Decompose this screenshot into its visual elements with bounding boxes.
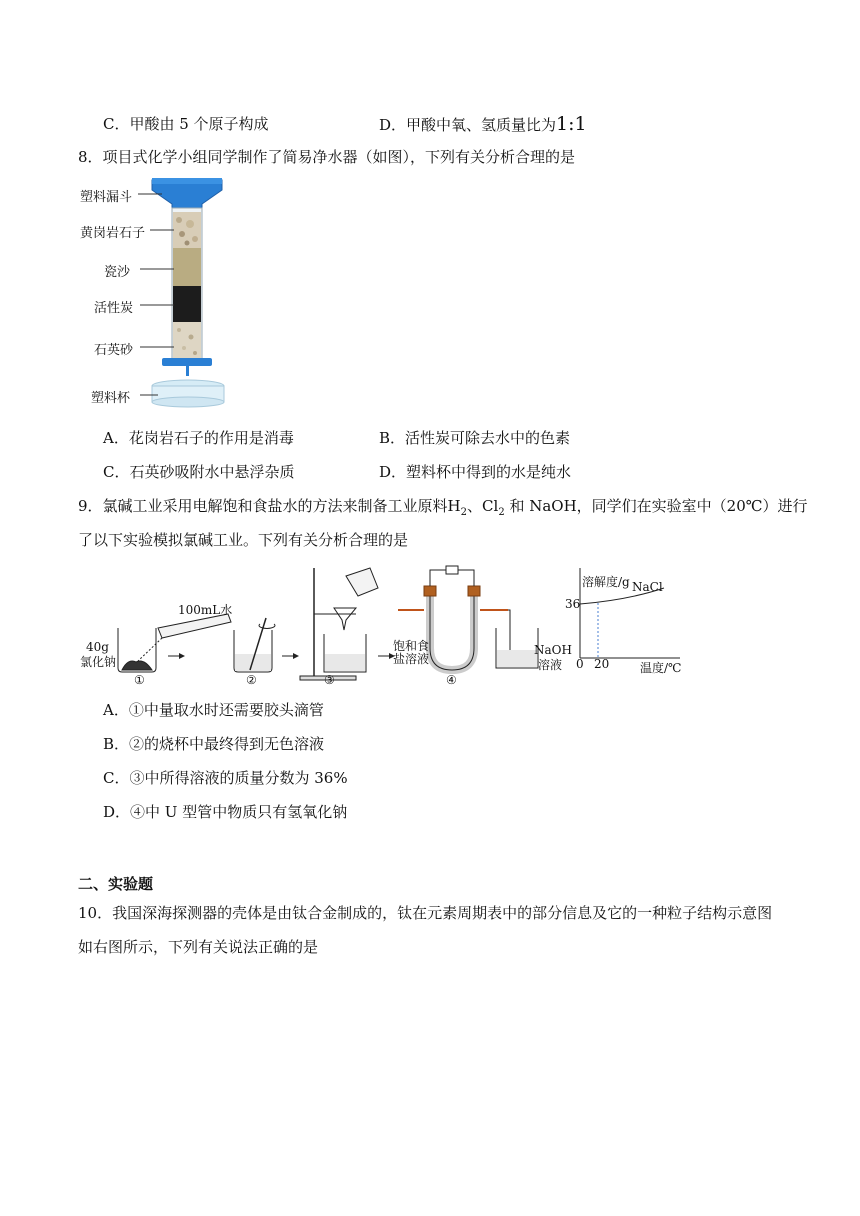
q9-stem-line2: 了以下实验模拟氯碱工业。下列有关分析合理的是 bbox=[78, 531, 409, 549]
q10-line2: 如右图所示，下列有关说法正确的是 bbox=[78, 938, 319, 956]
step-2-marker: ② bbox=[246, 673, 257, 687]
section-heading-experiment: 二、实验题 bbox=[78, 875, 154, 893]
q8-option-b: B．活性炭可除去水中的色素 bbox=[379, 429, 571, 447]
graph-x-label: 温度/℃ bbox=[640, 661, 682, 675]
formula-h2: $H_2$ bbox=[447, 497, 468, 518]
q8-option-d: D．塑料杯中得到的水是纯水 bbox=[379, 463, 572, 481]
pouring-beaker bbox=[346, 568, 378, 596]
label-naoh: NaOH bbox=[534, 643, 572, 657]
q9-option-b: B．②的烧杯中最终得到无色溶液 bbox=[103, 735, 325, 753]
label-salt-mass: 40g bbox=[86, 640, 109, 654]
label-saturated-brine-1: 饱和食 bbox=[393, 639, 430, 653]
q8-option-c: C．石英砂吸附水中悬浮杂质 bbox=[103, 463, 295, 481]
q9-stem-pre: 9．氯碱工业采用电解饱和食盐水的方法来制备工业原料 bbox=[78, 497, 448, 515]
graph-y-label: 溶解度/g bbox=[582, 575, 630, 589]
label-water-volume: 100mL水 bbox=[178, 603, 233, 617]
label-activated-carbon: 活性炭 bbox=[94, 301, 134, 316]
graph-x-tick-20: 20 bbox=[594, 657, 610, 671]
q10-line1: 10．我国深海探测器的壳体是由钛合金制成的，钛在元素周期表中的部分信息及它的一种粒子结构示意图 bbox=[78, 904, 773, 922]
salt-pile bbox=[122, 661, 152, 670]
water-purifier-figure bbox=[78, 172, 258, 417]
q7-option-d-text: D．甲酸中氧、氢质量比为 bbox=[379, 116, 557, 134]
funnel-step3 bbox=[334, 608, 356, 630]
step-1-marker: ① bbox=[134, 673, 145, 687]
q9-option-a: A．①中量取水时还需要胶头滴管 bbox=[103, 701, 324, 719]
step-4-marker: ④ bbox=[446, 673, 457, 687]
u-tube bbox=[430, 592, 474, 670]
graph-y-tick: 36 bbox=[565, 597, 581, 611]
q8-option-a: A．花岗岩石子的作用是消毒 bbox=[103, 429, 294, 447]
q9-stem-line1: 9．氯碱工业采用电解饱和食盐水的方法来制备工业原料$H_2$、$Cl_2$ 和 NaOH，同学们在实验室中（20℃）进行 bbox=[78, 497, 808, 518]
funnel-rim bbox=[152, 178, 222, 184]
graph-series-label: NaCl bbox=[632, 580, 663, 594]
label-saturated-brine-2: 盐溶液 bbox=[393, 652, 430, 666]
purifier-base bbox=[162, 358, 212, 366]
step-3-marker: ③ bbox=[324, 673, 335, 687]
activated-carbon-layer bbox=[173, 286, 201, 322]
q7-option-c: C．甲酸由 5 个原子构成 bbox=[103, 115, 269, 133]
label-plastic-cup: 塑料杯 bbox=[91, 391, 131, 406]
graph-x-tick-0: 0 bbox=[576, 657, 584, 671]
label-quartz-sand: 石英砂 bbox=[94, 343, 134, 358]
porcelain-sand-layer bbox=[173, 248, 201, 286]
q9-option-d: D．④中 U 型管中物质只有氢氧化钠 bbox=[103, 803, 348, 821]
q9-option-c: C．③中所得溶液的质量分数为 36% bbox=[103, 769, 348, 787]
q7-option-d bbox=[379, 113, 587, 135]
q7-option-d-ratio: 1:1 bbox=[556, 113, 587, 135]
plastic-funnel bbox=[152, 180, 222, 208]
label-salt-name: 氯化钠 bbox=[80, 655, 117, 669]
q9-stem-post: 和 NaOH，同学们在实验室中（20℃）进行 bbox=[504, 497, 808, 515]
label-porcelain-sand: 瓷沙 bbox=[104, 265, 131, 280]
battery bbox=[446, 566, 458, 574]
label-naoh-solution: 溶液 bbox=[538, 658, 563, 672]
q8-stem: 8．项目式化学小组同学制作了简易净水器（如图），下列有关分析合理的是 bbox=[78, 148, 576, 166]
formula-cl2: $Cl_2$ bbox=[482, 497, 505, 518]
label-granite-stones: 黄岗岩石子 bbox=[80, 226, 146, 241]
label-plastic-funnel: 塑料漏斗 bbox=[80, 190, 133, 205]
